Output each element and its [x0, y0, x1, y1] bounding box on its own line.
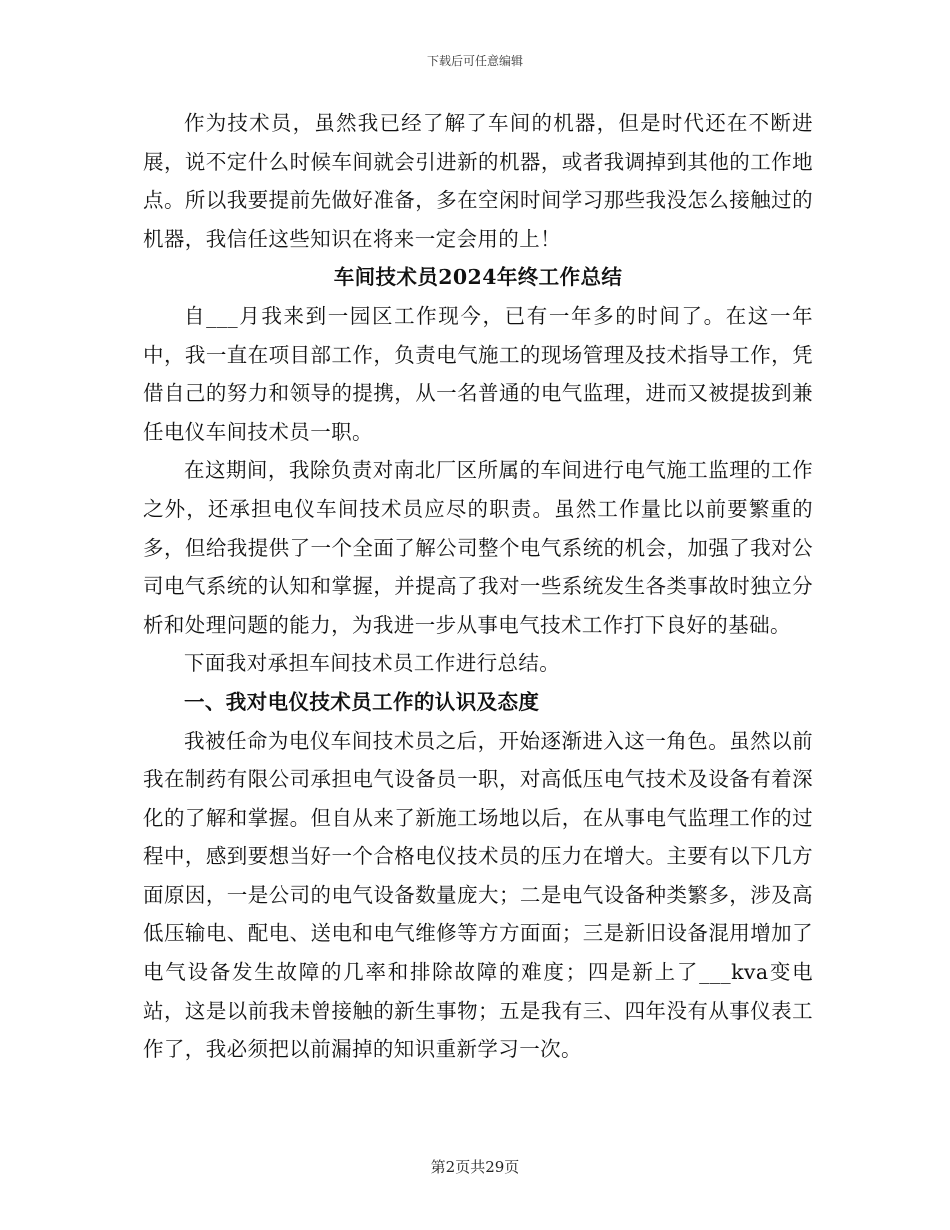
paragraph-technician-preparation: 作为技术员，虽然我已经了解了车间的机器，但是时代还在不断进展，说不定什么时候车间就会引进新的机器，或者我调掉到其他的工作地点。所以我要提前先做好准备，多在空闲时间学习那些我没怎么接触过的机器，我信任这些知识在将来一定会用的上！ — [143, 111, 813, 251]
page-header-note: 下载后可任意编辑 — [426, 54, 523, 68]
paragraph-challenges: 我被任命为电仪车间技术员之后，开始逐渐进入这一角色。虽然以前我在制药有限公司承担电气设备员一职，对高低压电气技术及设备有着深化的了解和掌握。但自从来了新施工场地以后，在从事电气监理工作的过程中，感到要想当好一个合格电仪技术员的压力在增大。主要有以下几方面原因，一是公司的电气设备数量庞大；二是电气设备种类繁多，涉及高低压输电、配电、送电和电气维修等方方面面；三是新旧设备混用增加了电气设备发生故障的几率和排除故障的难度；四是新上了___kva变电站，这是以前我未曾接触的新生事物；五是我有三、四年没有从事仪表工作了，我必须把以前漏掉的知识重新学习一次。 — [143, 728, 813, 1062]
paragraph-duties: 在这期间，我除负责对南北厂区所属的车间进行电气施工监理的工作之外，还承担电仪车间技术员应尽的职责。虽然工作量比以前要繁重的多，但给我提供了一个全面了解公司整个电气系统的机会，加强了我对公司电气系统的认知和掌握，并提高了我对一些系统发生各类事故时独立分析和处理问题的能力，为我进一步从事电气技术工作打下良好的基础。 — [143, 458, 813, 637]
page-number: 第2页共29页 — [430, 1158, 520, 1176]
document-body — [143, 104, 813, 1069]
document-title: 车间技术员2024年终工作总结 — [333, 265, 623, 290]
paragraph-introduction: 自___月我来到一园区工作现今，已有一年多的时间了。在这一年中，我一直在项目部工作，负责电气施工的现场管理及技术指导工作，凭借自己的努力和领导的提携，从一名普通的电气监理，进而又被提拔到兼任电仪车间技术员一职。 — [143, 303, 813, 444]
section-heading-1: 一、我对电仪技术员工作的认识及态度 — [184, 689, 540, 714]
paragraph-summary-lead: 下面我对承担车间技术员工作进行总结。 — [184, 651, 561, 676]
